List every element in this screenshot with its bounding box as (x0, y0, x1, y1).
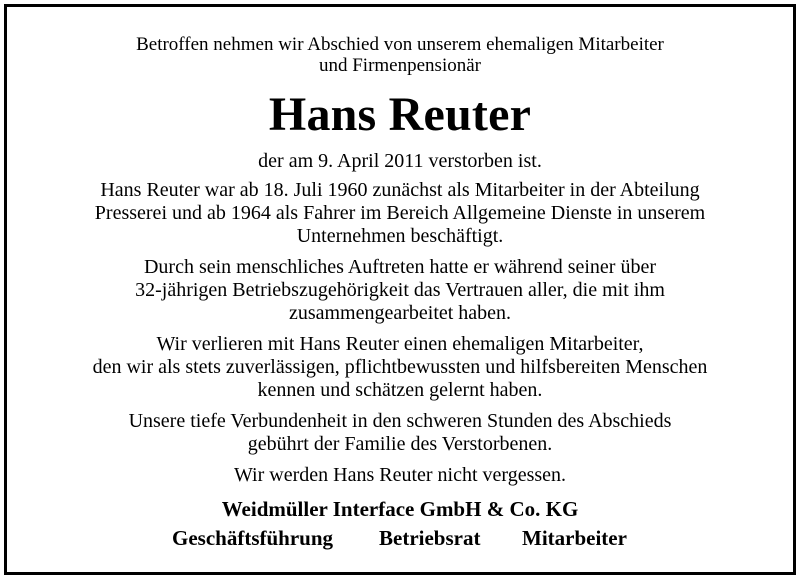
paragraph-5-line-1: Wir werden Hans Reuter nicht vergessen. (233, 464, 567, 486)
paragraph-2-line-3: zusammengearbeitet haben. (288, 302, 512, 324)
signatory-management: Geschäftsführung (172, 526, 334, 550)
obituary-notice (4, 4, 796, 575)
signatory-employees: Mitarbeiter (522, 526, 627, 550)
company-name: Weidmüller Interface GmbH & Co. KG (221, 497, 579, 521)
paragraph-2-line-1: Durch sein menschliches Auftreten hatte er während seiner über (143, 256, 657, 278)
paragraph-1-line-1: Hans Reuter war ab 18. Juli 1960 zunächst als Mitarbeiter in der Abteilung (100, 179, 700, 201)
paragraph-4-line-1: Unsere tiefe Verbundenheit in den schweren Stunden des Abschieds (128, 410, 672, 432)
paragraph-3-line-2: den wir als stets zuverlässigen, pflichtbewussten und hilfsbereiten Menschen (92, 356, 708, 378)
intro-line-2: und Firmenpensionär (318, 55, 481, 76)
paragraph-3-line-3: kennen und schätzen gelernt haben. (257, 379, 543, 401)
death-date-line: der am 9. April 2011 verstorben ist. (258, 150, 542, 172)
signatory-works-council: Betriebsrat (379, 526, 481, 550)
paragraph-1-line-3: Unternehmen beschäftigt. (296, 225, 504, 247)
paragraph-1-line-2: Presserei und ab 1964 als Fahrer im Bereich Allgemeine Dienste in unserem (94, 202, 706, 224)
paragraph-4-line-2: gebührt der Familie des Verstorbenen. (247, 433, 553, 455)
paragraph-2-line-2: 32-jährigen Betriebszugehörigkeit das Vertrauen aller, die mit ihm (135, 279, 665, 301)
paragraph-3-line-1: Wir verlieren mit Hans Reuter einen ehemaligen Mitarbeiter, (156, 333, 644, 355)
deceased-name: Hans Reuter (268, 88, 532, 141)
intro-line-1: Betroffen nehmen wir Abschied von unserem ehemaligen Mitarbeiter (136, 34, 664, 55)
